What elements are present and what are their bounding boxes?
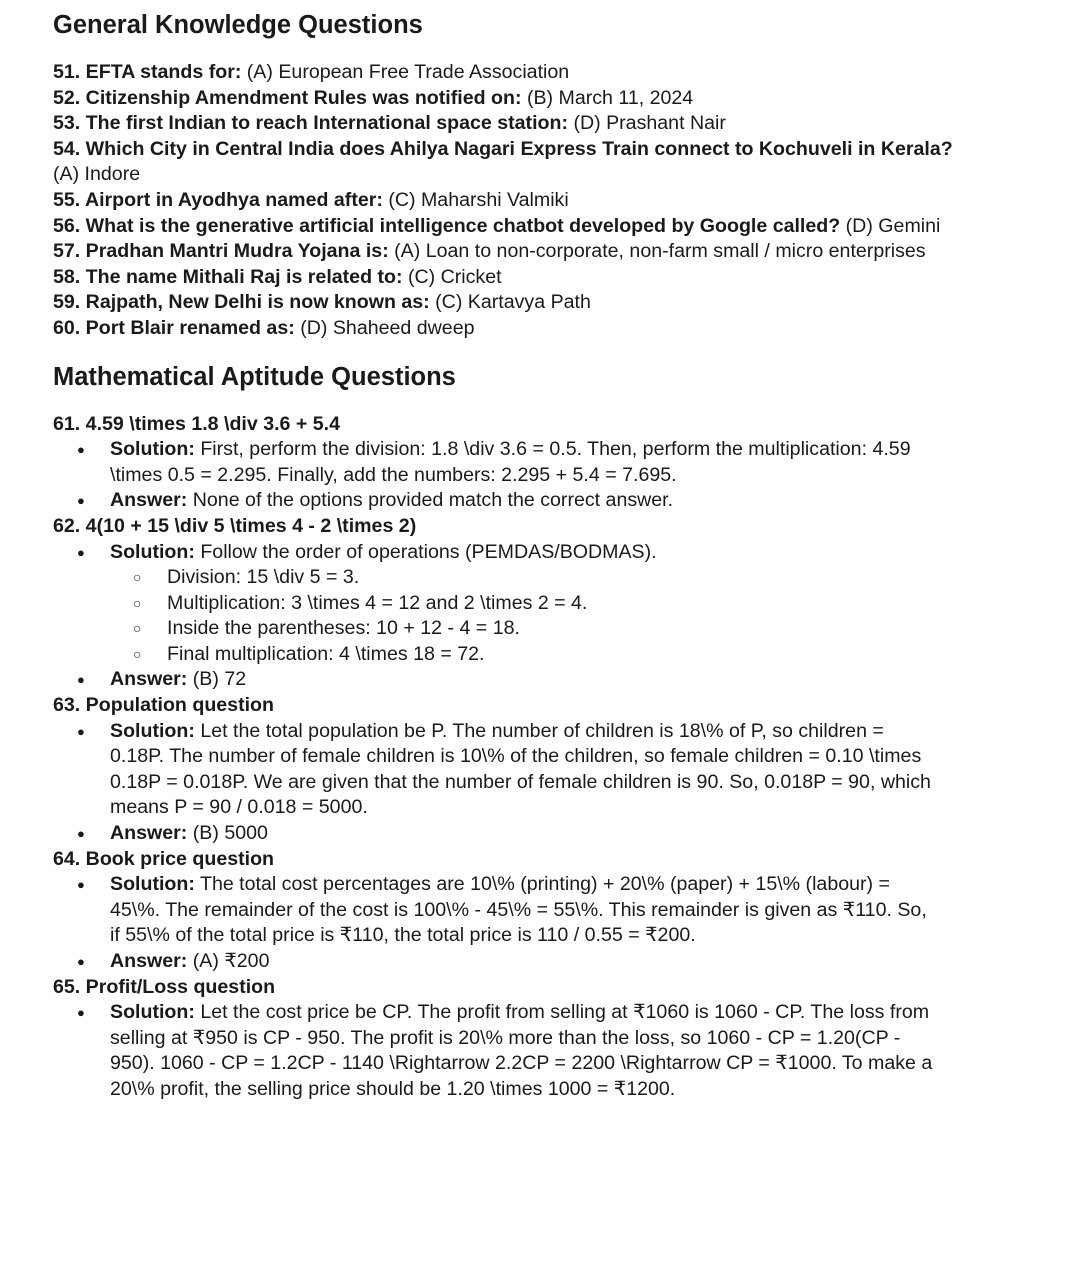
math-question-65-heading: 65. Profit/Loss question xyxy=(53,975,276,998)
solution-item xyxy=(53,540,942,668)
gk-question-51 xyxy=(53,60,953,86)
answer-text: (B) 5000 xyxy=(187,822,268,845)
answer-text: (A) Indore xyxy=(53,163,141,186)
answer-text: (A) European Free Trade Association xyxy=(241,61,570,83)
question-text: 58. The name Mithali Raj is related to: xyxy=(53,265,403,288)
math-question-61-details xyxy=(53,437,953,514)
solution-label: Solution: xyxy=(110,438,195,461)
gk-question-54 xyxy=(53,137,953,188)
math-question-63-heading: 63. Population question xyxy=(53,694,274,717)
solution-step: ○ Multiplication: 3 \times 4 = 12 and 2 \times 2 = 4. xyxy=(110,591,942,617)
answer-item xyxy=(53,821,942,847)
math-question-61-heading: 61. 4.59 \times 1.8 \div 3.6 + 5.4 xyxy=(53,412,341,435)
answer-text: (D) Prashant Nair xyxy=(568,112,726,135)
solution-label: Solution: xyxy=(110,719,195,742)
gk-question-57 xyxy=(53,239,953,265)
question-text: 53. The first Indian to reach International space station: xyxy=(53,112,568,135)
answer-text: (C) Cricket xyxy=(402,265,502,288)
solution-step: ○ Division: 15 \div 5 = 3. xyxy=(110,565,942,591)
gk-section-title: General Knowledge Questions xyxy=(53,11,423,39)
answer-label: Answer: xyxy=(110,489,188,512)
answer-item xyxy=(53,667,942,693)
answer-text: (B) March 11, 2024 xyxy=(521,86,694,109)
answer-item xyxy=(53,949,942,975)
gk-question-58 xyxy=(53,265,953,291)
answer-label: Answer: xyxy=(110,668,188,691)
solution-text: The total cost percentages are 10\% (printing) + 20\% (paper) + 15\% (labour) = 45\%. The remainder of the cost is 100\% - 45\% = 55\%. This remainder is given as ₹110. So, if 55\% of the total price is ₹110, the total price is 110 / 0.55 = ₹200. xyxy=(110,873,927,947)
solution-text: Let the cost price be CP. The profit from selling at ₹1060 is 1060 - CP. The loss from selling at ₹950 is CP - 950. The profit is 20\% more than the loss, so 1060 - CP = 1.20(CP - 950). 1060 - CP = 1.2CP - 1140 \Rightarrow 2.2CP = 2200 \Rightarrow CP = ₹1000. To make a 20\% profit, the selling price should be 1.20 \times 1000 = ₹1200. xyxy=(110,1001,933,1100)
math-question-62-details xyxy=(53,540,953,694)
question-text: 60. Port Blair renamed as: xyxy=(53,316,295,339)
math-question-list xyxy=(53,412,953,1103)
gk-question-59 xyxy=(53,290,953,316)
question-text: 57. Pradhan Mantri Mudra Yojana is: xyxy=(53,240,389,263)
answer-label: Answer: xyxy=(110,950,188,972)
document-page xyxy=(53,8,953,1103)
gk-question-60 xyxy=(53,316,953,342)
solution-step: ○ Inside the parentheses: 10 + 12 - 4 = 18. xyxy=(110,616,942,642)
question-text: 59. Rajpath, New Delhi is now known as: xyxy=(53,291,430,314)
question-text: 54. Which City in Central India does Ahilya Nagari Express Train connect to Kochuveli in Kerala? xyxy=(53,137,953,160)
math-question-63-details xyxy=(53,719,953,847)
gk-question-56 xyxy=(53,214,953,240)
answer-text: (A) ₹200 xyxy=(187,950,270,972)
answer-item xyxy=(53,488,942,514)
solution-steps xyxy=(110,565,942,667)
solution-item xyxy=(53,719,942,821)
solution-label: Solution: xyxy=(110,873,195,896)
math-question-62-heading: 62. 4(10 + 15 \div 5 \times 4 - 2 \times 2) xyxy=(53,514,417,537)
gk-question-list xyxy=(53,60,953,342)
answer-text: (A) Loan to non-corporate, non-farm small / micro enterprises xyxy=(388,240,926,263)
answer-label: Answer: xyxy=(110,822,188,845)
solution-item xyxy=(53,1000,942,1102)
answer-text: (C) Kartavya Path xyxy=(429,291,591,314)
solution-item xyxy=(53,872,942,949)
gk-question-52 xyxy=(53,86,953,112)
answer-text: None of the options provided match the correct answer. xyxy=(187,489,674,512)
solution-text: First, perform the division: 1.8 \div 3.6 = 0.5. Then, perform the multiplication: 4.59 \times 0.5 = 2.295. Finally, add the numbers: 2.295 + 5.4 = 7.695. xyxy=(110,438,911,486)
solution-text: Let the total population be P. The number of children is 18\% of P, so children = 0.18P. The number of female children is 10\% of the children, so female children = 0.10 \times 0.18P = 0.018P. We are given that the number of female children is 90. So, 0.018P = 90, which means P = 90 / 0.018 = 5000. xyxy=(110,719,931,819)
question-text: 56. What is the generative artificial intelligence chatbot developed by Google called? xyxy=(53,214,841,237)
solution-label: Solution: xyxy=(110,540,195,563)
gk-question-53 xyxy=(53,111,953,137)
math-question-64-details xyxy=(53,872,953,974)
answer-text: (C) Maharshi Valmiki xyxy=(382,188,569,211)
answer-text: (D) Shaheed dweep xyxy=(294,316,475,339)
answer-text: (D) Gemini xyxy=(840,214,941,237)
solution-label: Solution: xyxy=(110,1001,195,1024)
question-text: 55. Airport in Ayodhya named after: xyxy=(53,188,383,211)
math-question-64-heading: 64. Book price question xyxy=(53,847,275,870)
solution-step: ○ Final multiplication: 4 \times 18 = 72. xyxy=(110,642,942,668)
gk-question-55 xyxy=(53,188,953,214)
question-text: 52. Citizenship Amendment Rules was notified on: xyxy=(53,86,522,109)
math-section-title: Mathematical Aptitude Questions xyxy=(53,362,456,391)
math-question-65-details xyxy=(53,1000,953,1102)
solution-text: Follow the order of operations (PEMDAS/BODMAS). xyxy=(194,540,657,563)
answer-text: (B) 72 xyxy=(187,668,247,691)
solution-item xyxy=(53,437,942,488)
question-text: 51. EFTA stands for: xyxy=(53,61,242,83)
